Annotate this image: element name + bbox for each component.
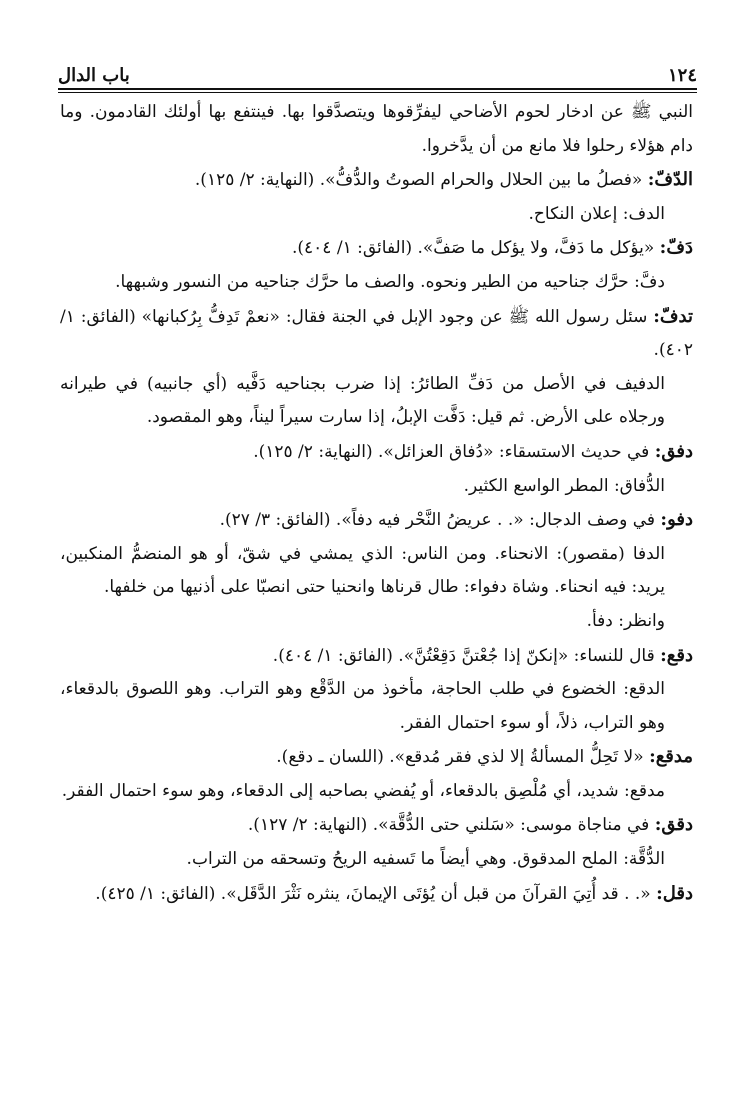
headword: دقل: <box>656 882 693 904</box>
definition: الدفا (مقصور): الانحناء. ومن الناس: الذي يمشي في شقّ، أو هو المنضمُّ المنكبين، يريد: فيه انحناء. وشاة دفواء: طال قرناها وانحنيا حتى انصبّا على أذنيها من خلفها. <box>60 543 665 598</box>
headword: دقع: <box>660 644 693 666</box>
cross-reference: وانظر: دفأ. <box>586 610 665 631</box>
entry-daq <box>60 639 693 674</box>
entry-mudqi <box>60 740 693 775</box>
entry-text: «. . قد أُتِيَ القرآنَ من قبل أن يُؤتَى الإيمانَ، ينثره نَثْرَ الدَّقَل». (الفائق: ١/ ٤٢٥). <box>95 883 651 904</box>
definition: مدقع: شديد، أي مُلْصِق بالدقعاء، أو يُفضي بصاحبه إلى الدقعاء، وهو سوء احتمال الفقر. <box>61 780 665 801</box>
entry-dafw <box>60 503 693 538</box>
entry-text: في وصف الدجال: «. . عريضُ النَّحْر فيه دفاً». (الفائق: ٣/ ٢٧). <box>219 510 656 531</box>
definition: الدقع: الخضوع في طلب الحاجة، مأخوذ من الدَّقْع وهو التراب. وهو اللصوق بالدقعاء، وهو التراب، ذلاً، أو سوء احتمال الفقر. <box>60 679 665 733</box>
entry-daqq <box>60 808 693 843</box>
entry-text: قال للنساء: «إنكنّ إذا جُعْتنَّ دَقِعْتُنَّ». (الفائق: ١/ ٤٠٤). <box>272 645 655 666</box>
headword: تدفّ: <box>653 305 693 327</box>
entry-text: «لا تَحِلُّ المسألةُ إلا لذي فقر مُدقع». (اللسان ـ دقع). <box>276 747 644 768</box>
definition: الدف: إعلان النكاح. <box>528 203 665 224</box>
headword: دَفّ: <box>659 237 693 259</box>
entry-daff-music <box>60 163 693 198</box>
entry-tadiff <box>60 300 693 368</box>
headword: مدقع: <box>649 746 693 768</box>
header-rule-thick <box>58 88 697 90</box>
entry-text: «فصلُ ما بين الحلال والحرام الصوتُ والدُّفُّ». (النهاية: ٢/ ١٢٥). <box>194 170 643 191</box>
entry-text: في حديث الاستسقاء: «دُفاق العزائل». (النهاية: ٢/ ١٢٥). <box>253 441 650 462</box>
page-body <box>60 96 693 911</box>
entry-text: سئل رسول الله ﷺ عن وجود الإبل في الجنة فقال: «نعمْ تَدِفُّ بِرُكبانها» (الفائق: ١/ ٤٠٢). <box>60 306 693 361</box>
entry-daqal <box>60 877 693 912</box>
continued-paragraph: النبي ﷺ عن ادخار لحوم الأضاحي ليفرِّقوها ويتصدَّقوا بها. فينتفع بها أولئك القادمون. وما دام هؤلاء رحلوا فلا مانع من أن يدَّخروا. <box>60 102 693 156</box>
header-rule-thin <box>58 92 697 93</box>
page-number: ١٢٤ <box>667 65 697 86</box>
definition: الدُّفاق: المطر الواسع الكثير. <box>463 475 665 496</box>
headword: دقق: <box>654 814 693 836</box>
running-header <box>58 54 697 86</box>
definition: الدفيف في الأصل من دَفِّ الطائرُ: إذا ضرب بجناحيه دَفَّيه (أي جانبيه) في طيرانه ورجلاه على الأرض. ثم قيل: دَفَّت الإبلُ، إذا سارت سيراً ليناً، وهو المقصود. <box>60 373 665 428</box>
headword: دفو: <box>660 509 693 531</box>
entry-text: في مناجاة موسى: «سَلني حتى الدُّقَّة». (النهاية: ٢/ ١٢٧). <box>247 815 650 836</box>
headword: دفق: <box>654 440 693 462</box>
headword: الدّفّ: <box>647 169 693 191</box>
definition: دفَّ: حرَّك جناحيه من الطير ونحوه. والصف ما حرَّك جناحيه من النسور وشبهها. <box>115 271 665 292</box>
entry-text: «يؤكل ما دَفَّ، ولا يؤكل ما صَفَّ». (الفائق: ١/ ٤٠٤). <box>291 238 655 259</box>
entry-dafq <box>60 435 693 470</box>
definition: الدُّقَّة: الملح المدقوق. وهي أيضاً ما تَسفيه الريحُ وتسحقه من التراب. <box>186 849 665 870</box>
chapter-title: باب الدال <box>58 65 130 86</box>
entry-daffa <box>60 231 693 266</box>
